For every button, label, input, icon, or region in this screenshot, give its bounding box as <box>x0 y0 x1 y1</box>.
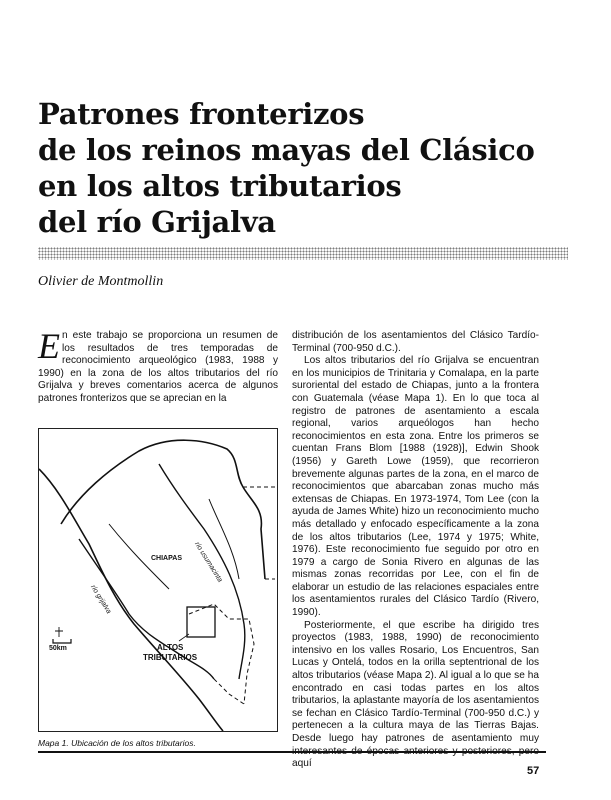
coastline <box>39 469 223 731</box>
guatemala-border-south <box>214 679 244 704</box>
intro-text: n este trabajo se proporciona un resumen de los resultados de tres temporadas de reconocimiento arqueológico (1983, 1988 y 1990) en la zona de los altos tributarios del río Grijalva y breves comentarios acerca de algunos patrones fronterizos que se aprecian en la <box>38 330 278 404</box>
intro-paragraph <box>38 326 278 406</box>
map-scale-label: 50km <box>49 645 67 652</box>
paragraph: Posteriormente, el que escribe ha dirigido tres proyectos (1983, 1988, 1990) de reconocimiento intensivo en los valles Rosario, Los Encuentros, San Lucas y Ontelá, todos en la orilla septentrional de los altos tributarios (véase Mapa 2). Al igual a lo que se ha encontrado en casi todas partes en los altos tributarios, la aplastante mayoría de los asentamientos se fechan en Clásico Tardío-Terminal (700-950 d.C.) y pertenecen a la cultura maya de las Tierras Bajas. Desde luego hay patrones de asentamiento muy aquí <box>292 619 539 770</box>
north-marker <box>55 627 63 637</box>
paragraph: Los altos tributarios del río Grijalva se encuentran en los municipios de Trinitaria y Comalapa, en la parte suroriental del estado de Chiapas, junto a la frontera con Guatemala (véase Mapa 1). En lo que toca al registro de patrones de asentamiento a escala regional, varios arqueólogos han hecho reconocimientos en esta zona. Entre los primeros se cuentan Frans Blom [1988 (1928)], Edwin Shook (1956) y Gareth Lowe (1959), que recorrieron brevemente algunas partes de la zona, en el marco de reconocimientos que abarcaban zonas mucho más extensas de Chiapas. En 1973-1974, Tom Lee (con la ayuda de James White) hizo un reconocimiento mucho más detallado y enfocado específicamente a la zona de los altos tributarios (Lee, 1974 y 1975; White, 1976). Este reconocimiento fue seguido por otro en 1979 a cargo de Sonia Rivero en algunas de las mismas zonas recorridas por Lee, con el fin de elaborar un estudio de las relaciones espaciales entre los asentamientos rurales del Clásico Tardío (Rivero, 1990). <box>292 355 539 619</box>
map-drawing <box>39 429 277 731</box>
dotted-divider <box>38 247 568 260</box>
drop-cap: E <box>38 326 60 366</box>
map-label-chiapas: CHIAPAS <box>151 555 182 562</box>
footer-rule <box>38 751 546 753</box>
page-number: 57 <box>527 765 540 777</box>
scale-bar <box>53 639 71 643</box>
map-caption: Mapa 1. Ubicación de los altos tributarios. <box>38 738 196 748</box>
study-area-box <box>187 607 215 637</box>
right-column <box>292 330 539 771</box>
title-line: Patrones fronterizos <box>38 97 365 131</box>
map-label-altos: ALTOS <box>157 643 184 652</box>
map-figure <box>38 428 278 732</box>
title-line: del río Grijalva <box>38 205 276 239</box>
guatemala-border <box>189 604 254 704</box>
map-label-tributarios: TRIBUTARIOS <box>143 653 198 662</box>
title-line: en los altos tributarios <box>38 169 402 203</box>
map-label-rio-usumacinta: río usumacinta <box>193 541 224 584</box>
left-column <box>38 326 278 406</box>
map-label-rio-grijalva: río grijalva <box>89 584 113 616</box>
article-title <box>38 96 558 240</box>
paragraph: distribución de los asentamientos del Clásico Tardío-Terminal (700-950 d.C.). <box>292 330 539 354</box>
author-name: Olivier de Montmollin <box>38 274 164 289</box>
title-line: de los reinos mayas del Clásico <box>38 133 535 167</box>
